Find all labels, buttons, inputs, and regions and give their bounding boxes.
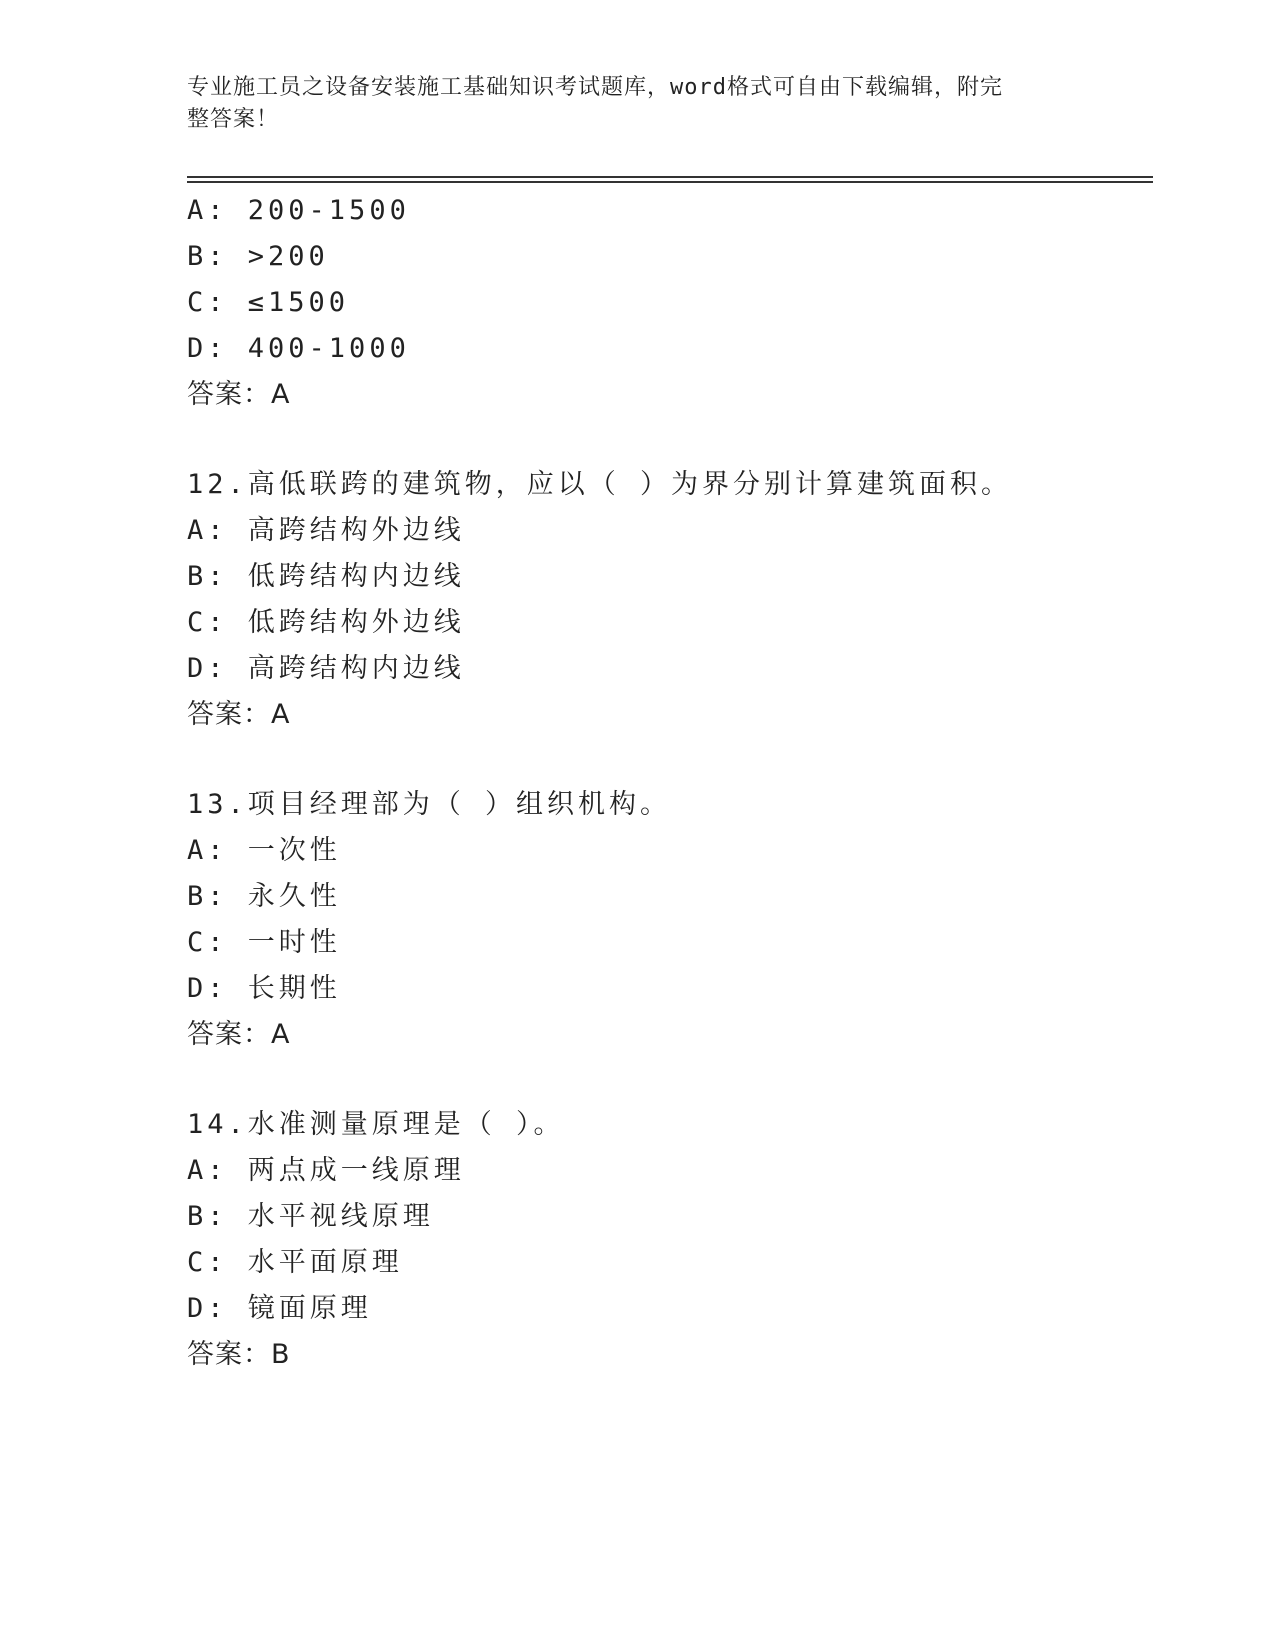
header-line-1: 专业施工员之设备安装施工基础知识考试题库，word格式可自由下载编辑，附完: [187, 75, 1003, 100]
option-c: C: 低跨结构外边线: [187, 607, 465, 638]
header-line-2: 整答案！: [187, 107, 280, 132]
question-title: 13.项目经理部为（ ）组织机构。: [187, 789, 672, 820]
question-13: [187, 782, 1147, 1058]
question-title: 12.高低联跨的建筑物，应以（ ）为界分别计算建筑面积。: [187, 469, 1013, 500]
answer: 答案：A: [187, 1019, 291, 1050]
document-header: [187, 72, 1067, 136]
question-12: [187, 462, 1147, 738]
header-divider-top: [187, 176, 1153, 178]
option-b: B: >200: [187, 241, 329, 272]
question-14: [187, 1102, 1147, 1378]
answer: 答案：A: [187, 699, 291, 730]
option-b: B: 水平视线原理: [187, 1201, 434, 1232]
option-a: A: 高跨结构外边线: [187, 515, 465, 546]
option-d: D: 400-1000: [187, 333, 410, 364]
answer: 答案：B: [187, 1339, 291, 1370]
question-11: [187, 188, 1147, 418]
answer: 答案：A: [187, 379, 291, 410]
option-a: A: 200-1500: [187, 195, 410, 226]
option-d: D: 高跨结构内边线: [187, 653, 465, 684]
option-d: D: 长期性: [187, 973, 341, 1004]
spacer: [187, 1058, 1147, 1102]
header-divider-bottom: [187, 181, 1153, 183]
spacer: [187, 738, 1147, 782]
option-b: B: 低跨结构内边线: [187, 561, 465, 592]
option-c: C: 水平面原理: [187, 1247, 403, 1278]
question-list: [187, 188, 1147, 1378]
question-title: 14.水准测量原理是（ ）。: [187, 1109, 565, 1140]
option-c: C: ≤1500: [187, 287, 350, 318]
option-c: C: 一时性: [187, 927, 341, 958]
option-b: B: 永久性: [187, 881, 341, 912]
option-a: A: 两点成一线原理: [187, 1155, 465, 1186]
option-a: A: 一次性: [187, 835, 341, 866]
option-d: D: 镜面原理: [187, 1293, 372, 1324]
spacer: [187, 418, 1147, 462]
